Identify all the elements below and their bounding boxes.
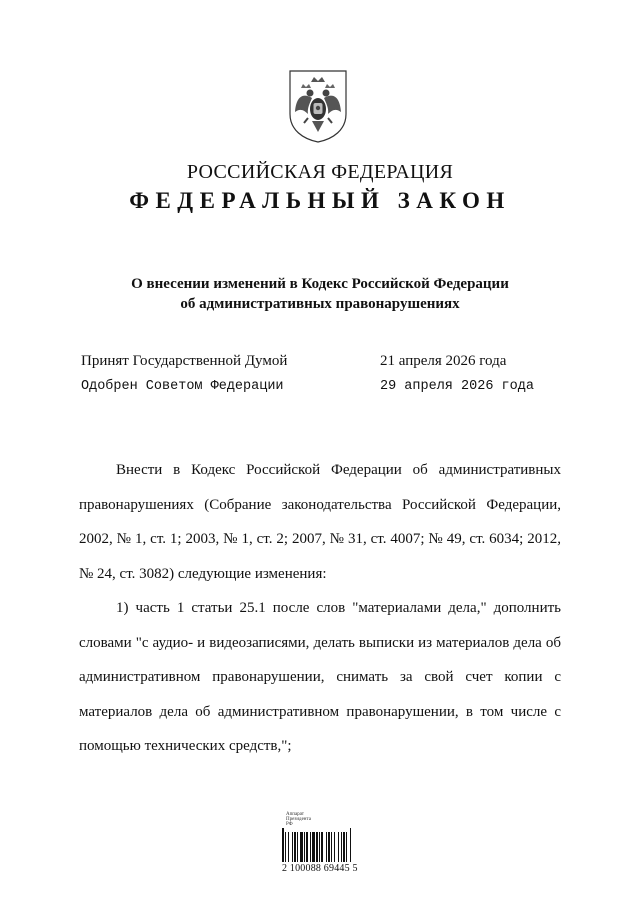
country-heading: РОССИЙСКАЯ ФЕДЕРАЦИЯ [186, 161, 454, 183]
adopted-by-duma-label: Принят Государственной Думой [81, 353, 288, 369]
adopted-by-duma-date: 21 апреля 2026 года [380, 353, 507, 369]
law-title-line-2: об административных правонарушениях [180, 296, 460, 312]
law-title [0, 274, 640, 314]
law-body [79, 453, 561, 764]
barcode [282, 812, 370, 874]
barcode-small-label: Аппарат Президента РФ [286, 812, 311, 827]
law-title-line-1: О внесении изменений в Кодекс Российской Федерации [131, 276, 509, 292]
body-item-1-paragraph: 1) часть 1 статьи 25.1 после слов "материалами дела," дополнить словами "с аудио- и видеозаписями, делать выписки из материалов дела об административном правонарушении, снимать за свой счет копии с материалов дела об административном правонарушении, в том числе с помощью технических средств,"; [79, 600, 561, 754]
approved-by-council-date: 29 апреля 2026 года [380, 379, 534, 394]
body-intro-paragraph: Внести в Кодекс Российской Федерации об административных правонарушениях (Собрание законодательства Российской Федерации, 2002, № 1, ст. 1; 2003, № 1, ст. 2; 2007, № 31, ст. 4007; № 49, ст. 6034; 2012, № 24, ст. 3082) следующие изменения: [79, 462, 561, 582]
coat-of-arms-icon [287, 68, 349, 144]
barcode-bars [282, 828, 370, 862]
law-type-heading: ФЕДЕРАЛЬНЫЙ ЗАКОН [129, 188, 511, 213]
barcode-number: 2 100088 69445 5 [282, 863, 358, 874]
approved-by-council-label: Одобрен Советом Федерации [81, 379, 284, 394]
